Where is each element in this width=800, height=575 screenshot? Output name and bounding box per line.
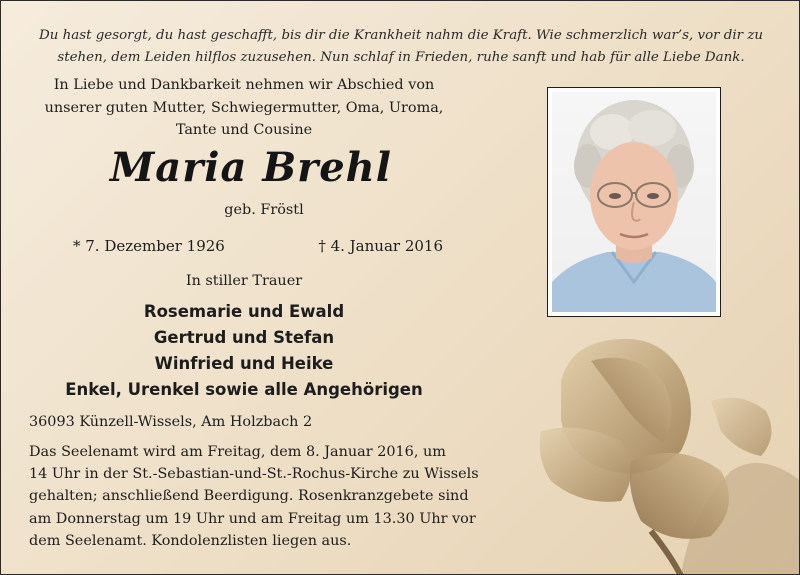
birth-name: geb. Fröstl bbox=[224, 202, 304, 218]
death-date: † 4. Januar 2016 bbox=[318, 237, 443, 255]
portrait-frame bbox=[547, 87, 721, 317]
survivor-line: Enkel, Urenkel sowie alle Angehörigen bbox=[65, 380, 423, 399]
service-line: 14 Uhr in der St.-Sebastian-und-St.-Rochus-Kirche zu Wissels bbox=[29, 466, 479, 483]
family-address: 36093 Künzell-Wissels, Am Holzbach 2 bbox=[29, 414, 313, 430]
life-dates bbox=[73, 237, 443, 255]
deceased-name: Maria Brehl bbox=[110, 144, 392, 191]
service-line: Das Seelenamt wird am Freitag, dem 8. Januar 2016, um bbox=[29, 444, 446, 460]
survivor-line: Winfried und Heike bbox=[154, 354, 334, 373]
memorial-poem bbox=[19, 25, 783, 69]
intro-line: unserer guten Mutter, Schwiegermutter, Oma, Uroma, bbox=[44, 99, 444, 116]
service-details bbox=[29, 441, 514, 552]
service-line: gehalten; anschließend Beerdigung. Rosenkranzgebete sind bbox=[29, 488, 469, 505]
portrait-illustration bbox=[552, 92, 716, 312]
poem-line: Du hast gesorgt, du hast geschafft, bis dir die Krankheit nahm die Kraft. Wie schmerzlich war’s, vor dir zu bbox=[38, 28, 764, 43]
farewell-intro bbox=[41, 74, 447, 142]
intro-line: In Liebe und Dankbarkeit nehmen wir Abschied von bbox=[53, 77, 435, 93]
service-line: am Donnerstag um 19 Uhr und am Freitag um 13.30 Uhr vor bbox=[29, 510, 476, 527]
rose-illustration bbox=[531, 331, 800, 575]
service-line: dem Seelenamt. Kondolenzlisten liegen aus. bbox=[29, 532, 352, 549]
intro-line: Tante und Cousine bbox=[175, 122, 313, 138]
survivors-list bbox=[29, 299, 459, 403]
poem-line: stehen, dem Leiden hilflos zuzusehen. Nun schlaf in Frieden, ruhe sanft und hab für alle Liebe Dank. bbox=[57, 50, 745, 65]
survivor-line: Rosemarie und Ewald bbox=[143, 302, 345, 321]
birth-date: * 7. Dezember 1926 bbox=[73, 237, 225, 255]
mourning-label: In stiller Trauer bbox=[185, 273, 303, 289]
portrait-photo bbox=[552, 92, 716, 312]
survivor-line: Gertrud und Stefan bbox=[153, 328, 335, 347]
